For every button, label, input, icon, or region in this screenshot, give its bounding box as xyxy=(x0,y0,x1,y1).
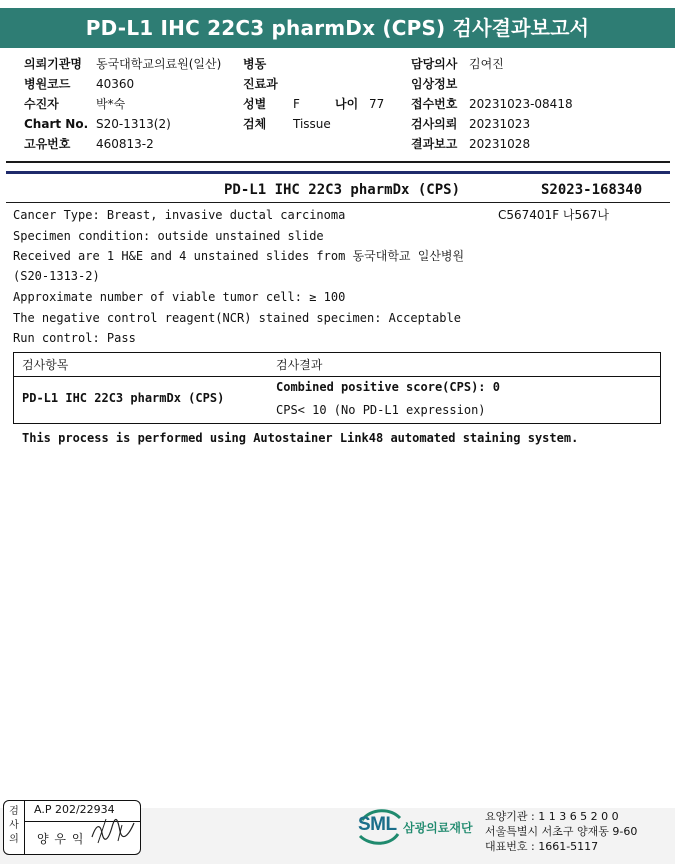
result-table xyxy=(13,352,661,424)
line-run-control: Run control: Pass xyxy=(13,331,136,345)
info-row-hospital: 의뢰기관명 동국대학교의료원(일산) xyxy=(24,57,222,71)
line-specimen-condition: Specimen condition: outside unstained slide xyxy=(13,229,324,243)
report-test-name: PD-L1 IHC 22C3 pharmDx (CPS) xyxy=(224,182,461,198)
sml-logo-text: SML xyxy=(358,814,397,835)
org-address: 서울특별시 서초구 양재동 9-60 xyxy=(485,825,638,838)
report-title: PD-L1 IHC 22C3 pharmDx (CPS) 검사결과보고서 xyxy=(0,8,675,48)
report-number: S2023-168340 xyxy=(541,182,643,198)
info-row-clinical-info: 임상정보 xyxy=(411,77,458,91)
info-row-specimen: 검체 Tissue xyxy=(243,117,331,131)
info-row-patient: 수진자 박*숙 xyxy=(24,97,126,111)
table-header-item: 검사항목 xyxy=(22,358,69,372)
info-row-request-date: 검사의뢰 20231023 xyxy=(411,117,531,131)
patient-info xyxy=(0,52,675,152)
table-cell-result-main: Combined positive score(CPS): 0 xyxy=(276,380,500,394)
info-row-accession-no: 접수번호 20231023-08418 xyxy=(411,97,573,111)
info-row-hospital-code: 병원코드 40360 xyxy=(24,77,135,91)
stamp-label: 검사의 xyxy=(9,806,19,845)
signature-box xyxy=(3,800,141,855)
line-tumor-cell: Approximate number of viable tumor cell: ≥ 100 xyxy=(13,290,346,304)
info-row-doctor: 담당의사 김여진 xyxy=(411,57,504,71)
line-received-id: (S20-1313-2) xyxy=(13,269,100,283)
info-row-unique-id: 고유번호 460813-2 xyxy=(24,137,154,151)
info-row-ward: 병동 xyxy=(243,57,267,71)
divider-rule-blue xyxy=(6,171,670,174)
divider-rule-thin xyxy=(6,202,670,203)
org-name: 삼광의료재단 xyxy=(403,821,473,835)
table-header-rule xyxy=(14,376,660,377)
info-row-chart-no: Chart No. S20-1313(2) xyxy=(24,117,171,131)
divider-rule xyxy=(6,161,670,163)
table-cell-item: PD-L1 IHC 22C3 pharmDx (CPS) xyxy=(22,391,225,405)
info-row-sex: 성별 F xyxy=(243,97,300,111)
stamp-label-column xyxy=(4,801,25,854)
doctor-license: A.P 202/22934 xyxy=(34,803,115,816)
signature-scribble xyxy=(88,815,138,847)
care-institution-no: 요양기관 : 1 1 3 6 5 2 0 0 xyxy=(485,810,619,823)
table-cell-result-sub: CPS< 10 (No PD-L1 expression) xyxy=(276,403,486,417)
process-note: This process is performed using Autostainer Link48 automated staining system. xyxy=(22,431,579,445)
info-row-department: 진료과 xyxy=(243,77,278,91)
line-cancer-type: Cancer Type: Breast, invasive ductal carcinoma xyxy=(13,208,346,222)
reference-code: C567401F 나567나 xyxy=(498,208,609,222)
info-row-age: 나이 77 xyxy=(335,97,385,111)
table-header-result: 검사결과 xyxy=(276,358,323,372)
doctor-name: 양 우 익 xyxy=(37,832,85,846)
line-ncr: The negative control reagent(NCR) stained specimen: Acceptable xyxy=(13,311,461,325)
info-row-report-date: 결과보고 20231028 xyxy=(411,137,531,151)
org-phone: 대표번호 : 1661-5117 xyxy=(485,840,599,853)
line-received: Received are 1 H&E and 4 unstained slides from 동국대학교 일산병원 xyxy=(13,249,465,263)
